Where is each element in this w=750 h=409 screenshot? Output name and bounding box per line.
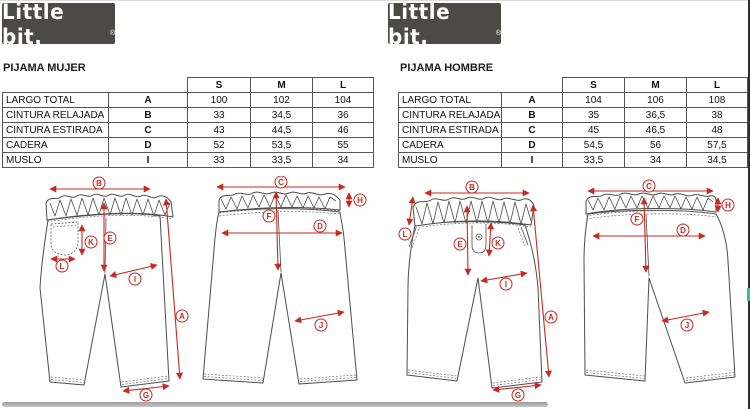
value-s: 54,5: [563, 138, 625, 153]
measure-arrow-l: [409, 197, 413, 225]
measure-letter-l: L: [402, 229, 408, 239]
measure-label: CADERA: [399, 138, 502, 153]
measure-label: CINTURA RELAJADA: [399, 108, 502, 123]
measure-label: MUSLO: [3, 153, 109, 168]
table-row: [399, 93, 748, 108]
empty-cell: [3, 78, 109, 93]
measure-label: CADERA: [3, 138, 109, 153]
value-m: 34: [625, 153, 687, 168]
measure-letter: D: [502, 138, 563, 153]
value-l: 38: [687, 108, 748, 123]
registered-mark-icon: ®: [109, 30, 115, 37]
table-row: [3, 153, 374, 168]
measure-label: LARGO TOTAL: [3, 93, 109, 108]
measure-arrow-a: [166, 199, 180, 379]
table-row: [3, 138, 374, 153]
measure-letter: C: [109, 123, 188, 138]
value-m: 106: [625, 93, 687, 108]
value-s: 45: [563, 123, 625, 138]
size-header-s: S: [188, 78, 251, 93]
table-row: [3, 108, 374, 123]
size-header-l: L: [313, 78, 374, 93]
measure-letter: A: [109, 93, 188, 108]
measure-letter-a: A: [179, 311, 185, 321]
value-l: 108: [687, 93, 748, 108]
value-l: 34: [313, 153, 374, 168]
measure-letter-j: J: [684, 320, 690, 330]
value-l: 55: [313, 138, 374, 153]
value-m: 36,5: [625, 108, 687, 123]
pants-body: [203, 209, 357, 384]
size-header-s: S: [563, 78, 625, 93]
value-s: 35: [563, 108, 625, 123]
size-header-m: M: [625, 78, 687, 93]
value-m: 102: [251, 93, 313, 108]
button-dot: [478, 236, 480, 238]
measure-letter-d: D: [317, 221, 323, 231]
measure-letter: D: [109, 138, 188, 153]
measure-letter: A: [502, 93, 563, 108]
value-m: 56: [625, 138, 687, 153]
value-l: 36: [313, 108, 374, 123]
measure-letter: I: [502, 153, 563, 168]
value-l: 34,5: [687, 153, 748, 168]
table-row: [3, 123, 374, 138]
measure-label: CINTURA ESTIRADA: [399, 123, 502, 138]
measure-letter: B: [502, 108, 563, 123]
value-m: 46,5: [625, 123, 687, 138]
table-row: [3, 93, 374, 108]
value-s: 100: [188, 93, 251, 108]
table-row: [399, 108, 748, 123]
measure-letter-i: I: [504, 279, 508, 289]
empty-cell: [399, 78, 502, 93]
section-title-hombre: PIJAMA HOMBRE: [400, 62, 494, 74]
measure-letter-k: K: [495, 238, 501, 248]
measure-letter-c: C: [646, 181, 652, 191]
table-row: [399, 138, 748, 153]
measure-letter-a: A: [548, 312, 554, 322]
measure-letter-h: H: [357, 195, 363, 205]
measure-letter: I: [109, 153, 188, 168]
value-s: 52: [188, 138, 251, 153]
registered-mark-icon: ®: [495, 30, 501, 37]
measure-letter-e: E: [457, 239, 463, 249]
measure-letter-k: K: [88, 237, 94, 247]
patch-pocket: [51, 222, 78, 255]
size-header-m: M: [251, 78, 313, 93]
size-table-mujer: [2, 77, 374, 168]
diagram-mujer-front: [30, 176, 190, 406]
size-table-hombre: [398, 77, 748, 168]
value-s: 33: [188, 108, 251, 123]
page-top-edge: [0, 0, 750, 1]
measure-letter: C: [502, 123, 563, 138]
measure-letter-b: B: [96, 178, 102, 188]
measure-label: LARGO TOTAL: [399, 93, 502, 108]
measure-label: MUSLO: [399, 153, 502, 168]
measure-letter: B: [109, 108, 188, 123]
measure-letter-j: J: [318, 320, 324, 330]
value-l: 48: [687, 123, 748, 138]
measure-letter-b: B: [469, 182, 475, 192]
diagram-hombre-front: [398, 176, 570, 406]
table-header-row: [399, 78, 748, 93]
table-row: [399, 153, 748, 168]
value-m: 44,5: [251, 123, 313, 138]
value-s: 33: [188, 153, 251, 168]
table-header-row: [3, 78, 374, 93]
diagram-hombre-back: [578, 176, 748, 406]
measure-letter-g: G: [142, 390, 150, 400]
brand-name: Little bit.: [388, 0, 451, 49]
section-title-mujer: PIJAMA MUJER: [3, 62, 86, 74]
diagram-mujer-back: [192, 176, 374, 406]
brand-logo-left: [2, 0, 115, 49]
value-s: 43: [188, 123, 251, 138]
value-m: 33,5: [251, 153, 313, 168]
value-s: 33,5: [563, 153, 625, 168]
value-m: 53,5: [251, 138, 313, 153]
measure-letter-e: E: [107, 233, 113, 243]
value-l: 46: [313, 123, 374, 138]
measure-letter-i: I: [133, 274, 137, 284]
measure-letter-f: F: [634, 214, 640, 224]
measure-letter-c: C: [278, 177, 284, 187]
value-l: 57,5: [687, 138, 748, 153]
measure-letter-d: D: [680, 225, 686, 235]
measure-letter-g: G: [514, 390, 522, 400]
measure-letter-h: H: [725, 200, 731, 210]
table-row: [399, 123, 748, 138]
size-header-l: L: [687, 78, 748, 93]
value-m: 34,5: [251, 108, 313, 123]
brand-logo-right: [388, 0, 501, 49]
measure-letter-f: F: [266, 211, 272, 221]
pants-body: [407, 222, 542, 388]
value-s: 104: [563, 93, 625, 108]
value-l: 104: [313, 93, 374, 108]
measure-label: CINTURA RELAJADA: [3, 108, 109, 123]
empty-cell: [502, 78, 563, 93]
empty-cell: [109, 78, 188, 93]
measure-letter-l: L: [59, 261, 65, 271]
brand-name: Little bit.: [2, 0, 65, 49]
measure-label: CINTURA ESTIRADA: [3, 123, 109, 138]
